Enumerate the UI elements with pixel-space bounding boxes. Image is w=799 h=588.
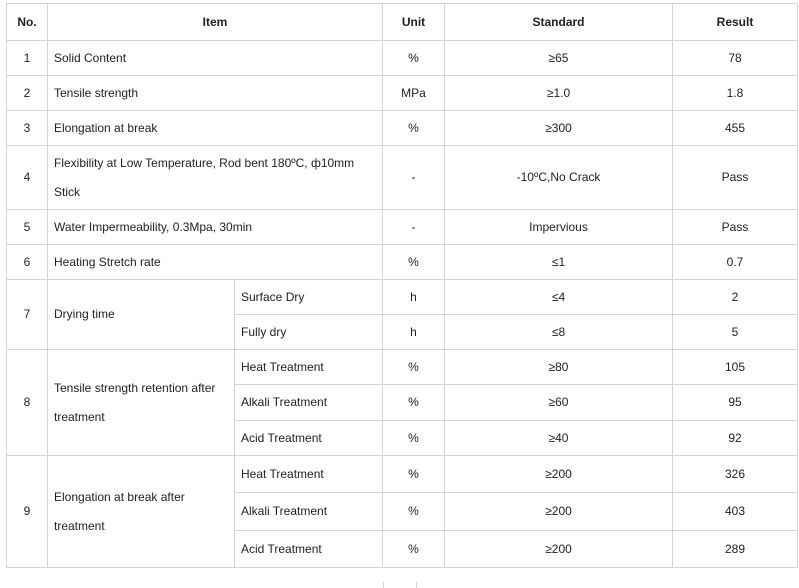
row-unit: % [383, 421, 445, 456]
row-result: 1.8 [673, 76, 798, 111]
header-row [7, 4, 798, 41]
row-item: Tensile strength [48, 76, 383, 111]
row-result: Pass [673, 210, 798, 245]
header-unit: Unit [383, 4, 445, 41]
row-no: 4 [7, 146, 48, 210]
row-unit: - [383, 210, 445, 245]
row-standard: Impervious [445, 210, 673, 245]
header-result: Result [673, 4, 798, 41]
row-result: 78 [673, 41, 798, 76]
row-standard: ≥1.0 [445, 76, 673, 111]
row-unit: h [383, 315, 445, 350]
row-result: 5 [673, 315, 798, 350]
row-standard: -10ºC,No Crack [445, 146, 673, 210]
row-standard: ≥300 [445, 111, 673, 146]
row-unit: % [383, 493, 445, 531]
row-subitem: Alkali Treatment [235, 493, 383, 531]
row-result: 105 [673, 350, 798, 385]
border-tick [383, 582, 384, 588]
row-unit: % [383, 41, 445, 76]
row-no: 1 [7, 41, 48, 76]
table-row [7, 76, 798, 111]
row-subitem: Fully dry [235, 315, 383, 350]
row-result: 403 [673, 493, 798, 531]
row-item: Tensile strength retention after treatment [48, 350, 235, 456]
table-row [7, 41, 798, 76]
row-standard: ≥200 [445, 456, 673, 493]
row-unit: h [383, 280, 445, 315]
row-no: 2 [7, 76, 48, 111]
table-row [7, 280, 798, 315]
spec-table [6, 3, 798, 568]
table-row [7, 111, 798, 146]
row-item: Drying time [48, 280, 235, 350]
row-standard: ≥200 [445, 493, 673, 531]
row-unit: - [383, 146, 445, 210]
row-unit: MPa [383, 76, 445, 111]
table-row [7, 350, 798, 385]
row-subitem: Heat Treatment [235, 456, 383, 493]
row-standard: ≥60 [445, 385, 673, 421]
row-unit: % [383, 245, 445, 280]
row-subitem: Alkali Treatment [235, 385, 383, 421]
border-tick [416, 582, 417, 588]
row-no: 9 [7, 456, 48, 568]
row-subitem: Acid Treatment [235, 531, 383, 568]
row-no: 6 [7, 245, 48, 280]
row-item: Solid Content [48, 41, 383, 76]
table-row [7, 146, 798, 210]
row-standard: ≤8 [445, 315, 673, 350]
row-no: 3 [7, 111, 48, 146]
header-no: No. [7, 4, 48, 41]
row-result: 0.7 [673, 245, 798, 280]
row-result: 455 [673, 111, 798, 146]
row-item: Flexibility at Low Temperature, Rod bent 180ºC, ф10mm Stick [48, 146, 383, 210]
row-result: 92 [673, 421, 798, 456]
row-standard: ≥65 [445, 41, 673, 76]
table-row [7, 456, 798, 493]
row-unit: % [383, 385, 445, 421]
row-result: 326 [673, 456, 798, 493]
row-item: Heating Stretch rate [48, 245, 383, 280]
row-item: Water Impermeability, 0.3Mpa, 30min [48, 210, 383, 245]
row-item: Elongation at break after treatment [48, 456, 235, 568]
row-no: 7 [7, 280, 48, 350]
row-no: 5 [7, 210, 48, 245]
row-result: 2 [673, 280, 798, 315]
row-subitem: Heat Treatment [235, 350, 383, 385]
table-row [7, 210, 798, 245]
row-no: 8 [7, 350, 48, 456]
header-standard: Standard [445, 4, 673, 41]
row-subitem: Acid Treatment [235, 421, 383, 456]
row-result: 95 [673, 385, 798, 421]
row-item: Elongation at break [48, 111, 383, 146]
row-result: 289 [673, 531, 798, 568]
row-standard: ≤4 [445, 280, 673, 315]
row-result: Pass [673, 146, 798, 210]
row-standard: ≥200 [445, 531, 673, 568]
row-standard: ≥80 [445, 350, 673, 385]
row-unit: % [383, 456, 445, 493]
row-unit: % [383, 531, 445, 568]
row-standard: ≥40 [445, 421, 673, 456]
table-row [7, 245, 798, 280]
row-unit: % [383, 350, 445, 385]
row-unit: % [383, 111, 445, 146]
row-standard: ≤1 [445, 245, 673, 280]
header-item: Item [48, 4, 383, 41]
row-subitem: Surface Dry [235, 280, 383, 315]
